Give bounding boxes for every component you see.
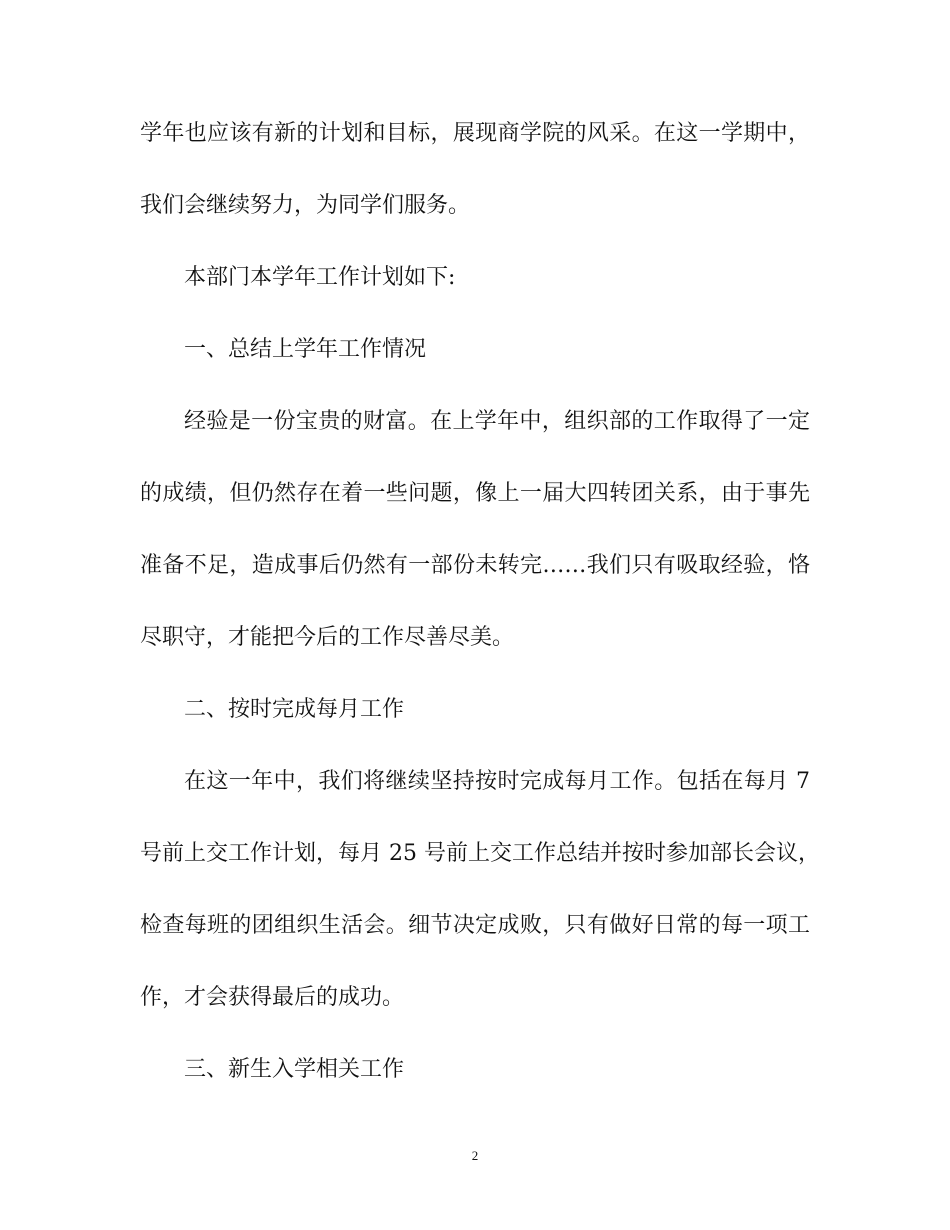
section-heading: 三、新生入学相关工作 xyxy=(184,1057,405,1082)
paragraph-line: 作，才会获得最后的成功。 xyxy=(140,985,405,1010)
document-body xyxy=(140,121,820,1130)
paragraph-line: 经验是一份宝贵的财富。在上学年中，组织部的工作取得了一定 xyxy=(184,409,810,434)
paragraph-line: 我们会继续努力，为同学们服务。 xyxy=(140,193,471,218)
paragraph-line: 在这一年中，我们将继续坚持按时完成每月工作。包括在每月 7 xyxy=(184,769,810,794)
paragraph-line: 尽职守，才能把今后的工作尽善尽美。 xyxy=(140,625,515,650)
paragraph-line: 准备不足，造成事后仍然有一部份未转完……我们只有吸取经验，恪 xyxy=(140,553,810,578)
paragraph-line: 号前上交工作计划，每月 25 号前上交工作总结并按时参加部长会议， xyxy=(140,841,820,866)
paragraph-line: 本部门本学年工作计划如下: xyxy=(184,265,456,290)
section-heading: 二、按时完成每月工作 xyxy=(184,697,405,722)
section-heading: 一、总结上学年工作情况 xyxy=(184,337,427,362)
page-number: 2 xyxy=(471,1148,479,1163)
paragraph-line: 的成绩，但仍然存在着一些问题，像上一届大四转团关系，由于事先 xyxy=(140,481,810,506)
paragraph-line: 检查每班的团组织生活会。细节决定成败，只有做好日常的每一项工 xyxy=(140,913,810,938)
paragraph-line: 学年也应该有新的计划和目标，展现商学院的风采。在这一学期中， xyxy=(140,121,810,146)
